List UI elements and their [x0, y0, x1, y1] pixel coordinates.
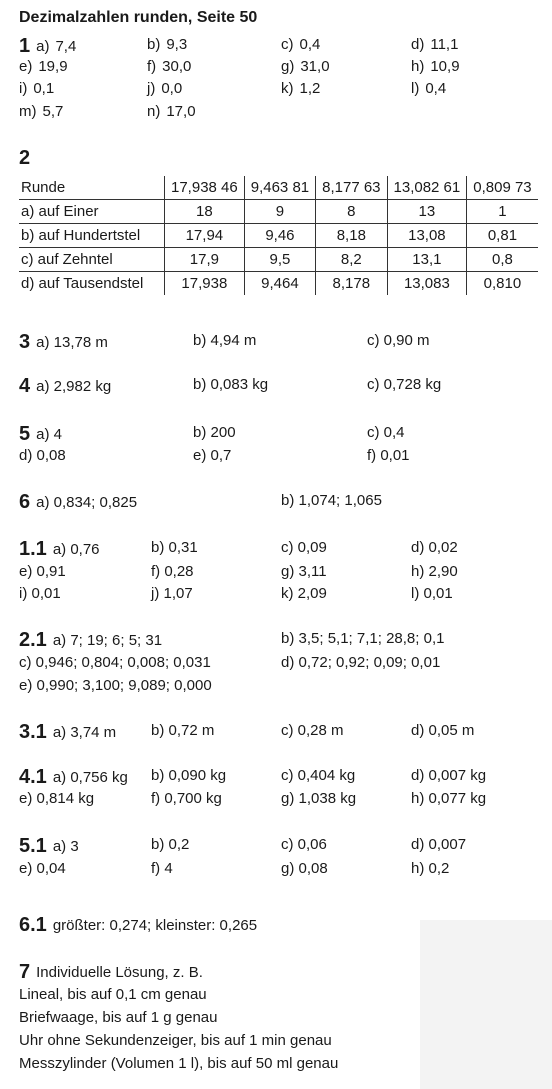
table-row: c) auf Zehntel 17,9 9,5 8,2 13,1 0,8 [19, 248, 538, 272]
ex6-number: 6 [19, 491, 31, 513]
ex3-number: 3 [19, 331, 31, 353]
scan-shading [420, 920, 552, 1089]
rounding-table [19, 176, 538, 295]
ex1-1-number: 1.1 [19, 538, 47, 560]
ex6-1-number: 6.1 [19, 914, 47, 936]
table-row: d) auf Tausendstel 17,938 9,464 8,178 13,083 0,810 [19, 272, 538, 296]
table-row: b) auf Hundertstel 17,94 9,46 8,18 13,08 0,81 [19, 224, 538, 248]
ex5-number: 5 [19, 423, 31, 445]
ex2-number: 2 [19, 147, 31, 169]
table-header-row: Runde 17,938 46 9,463 81 8,177 63 13,082 61 0,809 73 [19, 176, 538, 200]
answer-page: Dezimalzahlen runden, Seite 50 1 a) 7,4 b) 9,3 c) 0,4 d) 11,1 e) 19,9 f) 30,0 g) 31,0 h) 10,9 i) 0,1 j) 0,0 k) 1,2 l) 0,4 m) 5,7 n) 17,0 2 Runde 17,938 46 9,463 81 8,177 63 13,082 61 0,809 73 a) auf Einer 18 9 8 13 1 b) auf Hundertstel 17,94 9,46 8,18 13,08 0,81 c) auf Zehntel 17,9 9,5 8,2 13,1 0,8 d) auf Tausendstel 17,938 9,464 8,178 13,083 0,810 3 a) 13,78 m b) 4,94 m c) 0,90 m 4 a) 2,982 kg b) 0,083 kg c) 0,728 kg 5 a) 4 b) 200 c) 0,4 d) 0,08 e) 0,7 f) 0,01 6 a) 0,834; 0,825 b) 1,074; 1,065 1.1 a) 0,76 b) 0,31 c) 0,09 d) 0,02 e) 0,91 f) 0,28 g) 3,11 h) 2,90 i) 0,01 j) 1,07 k) 2,09 l) 0,01 2.1 a) 7; 19; 6; 5; 31 b) 3,5; 5,1; 7,1; 28,8; 0,1 c) 0,946; 0,804; 0,008; 0,031 d) 0,72; 0,92; 0,09; 0,01 e) 0,990; 3,100; 9,089; 0,000 3.1 a) 3,74 m b) 0,72 m c) 0,28 m d) 0,05 m 4.1 a) 0,756 kg b) 0,090 kg c) 0,404 kg d) 0,007 kg e) 0,814 kg f) 0,700 kg g) 1,038 kg h) 0,077 kg 5.1 a) 3 b) 0,2 c) 0,06 d) 0,007 e) 0,04 f) 4 g) 0,08 h) 0,2 6.1 größter: 0,274; kleinster: 0,265 7 Individuelle Lösung, z. B. Lineal, bis auf 0,1 cm genau Briefwaage, bis auf 1 g genau Uhr ohne Sekundenzeiger, bis auf 1 min genau Messzylinder (Volumen 1 l), bis auf 50 ml genau [0, 0, 552, 1089]
ex4-number: 4 [19, 375, 31, 397]
ex3-1-number: 3.1 [19, 721, 47, 743]
ex7-line: Uhr ohne Sekundenzeiger, bis auf 1 min genau [19, 1032, 332, 1049]
ex7-line: Briefwaage, bis auf 1 g genau [19, 1009, 218, 1026]
ex2-1-number: 2.1 [19, 629, 47, 651]
ex7-number: 7 [19, 961, 31, 983]
table-row: a) auf Einer 18 9 8 13 1 [19, 200, 538, 224]
ex4-1-number: 4.1 [19, 766, 47, 788]
ex1-number: 1 [19, 35, 31, 57]
ex7-line: Messzylinder (Volumen 1 l), bis auf 50 ml genau [19, 1055, 339, 1072]
page-title: Dezimalzahlen runden, Seite 50 [19, 9, 258, 26]
ex5-1-number: 5.1 [19, 835, 47, 857]
ex7-line: Lineal, bis auf 0,1 cm genau [19, 986, 207, 1003]
